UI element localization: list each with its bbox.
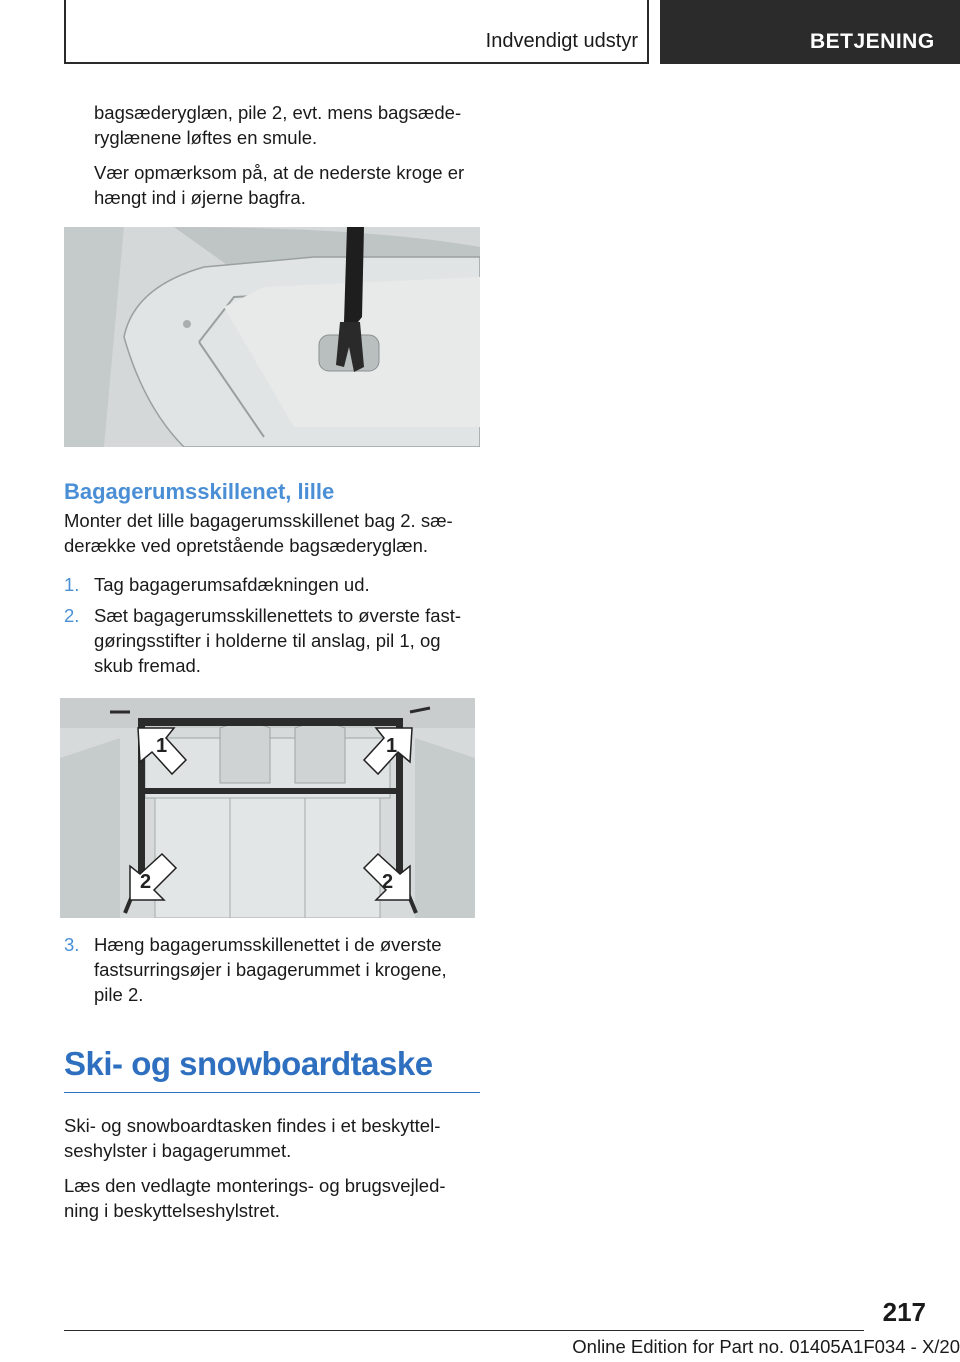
footer-rule	[64, 1330, 864, 1331]
arrow-label: 1	[386, 735, 398, 757]
title-rule	[64, 1092, 480, 1093]
arrow-label: 1	[156, 735, 168, 757]
arrow-2-right	[360, 848, 420, 908]
step-number: 3.	[64, 934, 80, 955]
section-title-ski-bag: Ski- og snowboardtaske	[64, 1045, 433, 1082]
header-section-title: Indvendigt udstyr	[485, 30, 638, 52]
intro-paragraph-2: Vær opmærksom på, at de nederste kroge er hængt ind i øjerne bagfra.	[94, 162, 465, 208]
section-heading-small-net: Bagagerumsskillenet, lille	[64, 479, 335, 504]
intro-paragraph-1: bagsæderyglæn, pile 2, evt. mens bagsæde‐ryglænene løftes en smule.	[94, 102, 462, 148]
step-text: Sæt bagagerumsskillenettets to øverste fast‐gøringsstifter i holderne til anslag, pil 1, og skub fremad.	[94, 605, 462, 676]
figure-net-hook	[64, 227, 480, 447]
ski-paragraph-1: Ski- og snowboardtasken findes i et beskyttel‐seshylster i bagagerummet.	[64, 1115, 441, 1161]
section-small-net	[64, 478, 480, 678]
arrow-label: 2	[382, 871, 394, 893]
figure-net-hook-illustration	[64, 227, 480, 447]
step-text: Tag bagagerumsafdækningen ud.	[94, 574, 370, 595]
arrow-label: 2	[140, 871, 152, 893]
intro-block	[64, 100, 480, 210]
header-chapter-tab: BETJENING	[660, 0, 960, 64]
arrow-1-left	[130, 720, 190, 780]
list-item	[64, 603, 480, 678]
section-ski-bag	[64, 1044, 480, 1223]
figure-net-install	[60, 698, 475, 918]
list-item	[64, 572, 480, 597]
step-number: 2.	[64, 605, 80, 626]
step-number: 1.	[64, 574, 80, 595]
footer-edition: Online Edition for Part no. 01405A1F034 - X/20	[572, 1336, 960, 1357]
small-net-intro: Monter det lille bagagerumsskillenet bag 2. sæ‐derække ved opretstående bagsæderyglæn.	[64, 510, 453, 556]
list-item	[64, 932, 480, 1007]
step-3-block	[64, 932, 480, 1007]
page-number: 217	[882, 1297, 926, 1327]
ski-paragraph-2: Læs den vedlagte monterings- og brugsvejled‐ning i beskyttelseshylstret.	[64, 1175, 446, 1221]
arrow-2-left	[120, 848, 180, 908]
arrow-1-right	[360, 720, 420, 780]
step-text: Hæng bagagerumsskillenettet i de øverste fastsurringsøjer i bagagerummet i krogene, pile 2.	[94, 934, 447, 1005]
